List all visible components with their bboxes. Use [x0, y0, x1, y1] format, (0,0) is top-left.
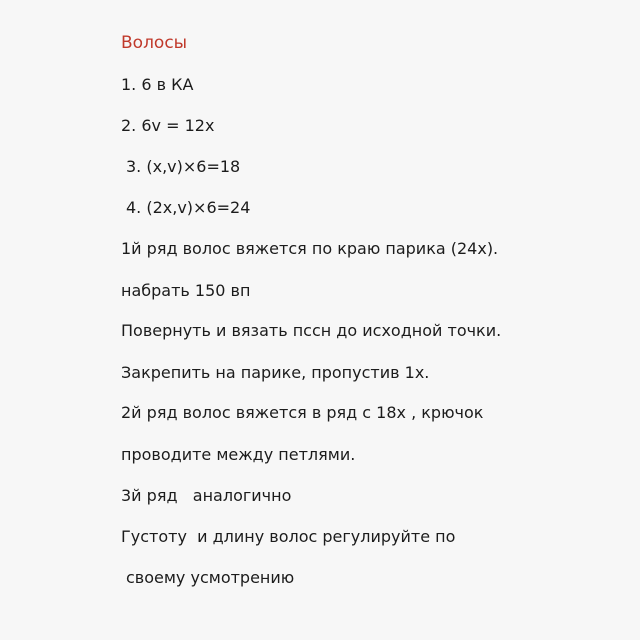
- text-line: набрать 150 вп: [121, 281, 251, 300]
- text-line: проводите между петлями.: [121, 445, 356, 464]
- text-line: 3й ряд аналогично: [121, 486, 292, 505]
- text-line: Густоту и длину волос регулируйте по: [121, 527, 456, 546]
- document-title: Волосы: [121, 33, 188, 53]
- step-1: 1. 6 в КА: [121, 75, 194, 94]
- step-3: 3. (x,v)×6=18: [126, 157, 241, 176]
- text-line: своему усмотрению: [126, 568, 295, 587]
- text-line: Повернуть и вязать пссн до исходной точки.: [121, 321, 502, 340]
- text-line: Закрепить на парике, пропустив 1х.: [121, 363, 430, 382]
- text-line: 1й ряд волос вяжется по краю парика (24х).: [121, 239, 499, 258]
- step-2: 2. 6v = 12x: [121, 116, 215, 135]
- text-line: 2й ряд волос вяжется в ряд с 18х , крючок: [121, 403, 484, 422]
- step-4: 4. (2x,v)×6=24: [126, 198, 251, 217]
